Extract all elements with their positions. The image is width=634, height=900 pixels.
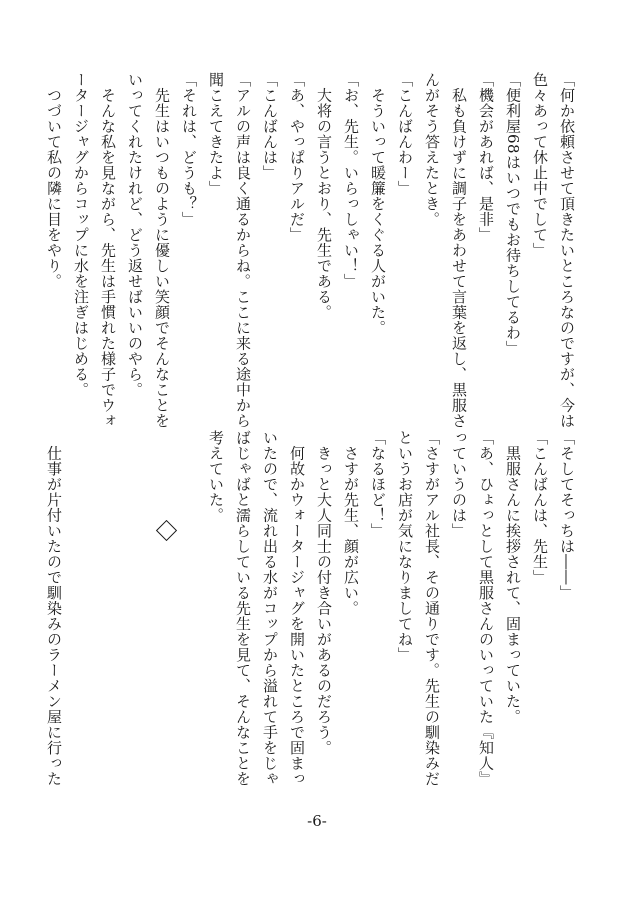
text-line: 私も負けずに調子をあわせて言葉を返し、黒服さ xyxy=(450,72,468,429)
text-line: 仕事が片付いたので馴染みのラーメン屋に行った xyxy=(45,430,63,787)
text-line: 何故かウォータージャグを開いたところで固まっ xyxy=(288,430,306,787)
diamond-divider-icon xyxy=(156,520,177,541)
text-line: いってくれたけれど、どう返せばいいのやら。 xyxy=(126,72,144,398)
text-line: いたので、流れ出る水がコップから溢れて手をじゃ xyxy=(261,430,279,787)
text-line: 「さすがアル社長、その通りです。先生の馴染みだ xyxy=(423,430,441,787)
text-line: 「機会があれば、是非」 xyxy=(477,72,495,243)
lower-text-block xyxy=(40,430,580,787)
upper-text-block xyxy=(40,72,580,429)
text-line: ータージャグからコップに水を注ぎはじめる。 xyxy=(72,72,90,398)
text-line: 「そしてそっちは――」 xyxy=(558,430,576,601)
text-line: というお店が気になりましてね」 xyxy=(396,430,414,663)
text-line: んがそう答えたとき。 xyxy=(423,72,441,227)
text-line: きっと大人同士の付き合いがあるのだろう。 xyxy=(315,430,333,756)
page-number: -6- xyxy=(307,812,327,830)
text-line: ばじゃばと濡らしている先生を見て、そんなことを xyxy=(234,430,252,787)
text-line: 色々あって休止中でして」 xyxy=(531,72,549,258)
text-line xyxy=(121,430,148,770)
text-line: 「アルの声は良く通るからね。ここに来る途中から xyxy=(234,72,252,429)
text-line: 「それは、どうも？」 xyxy=(180,72,198,227)
text-line: さすが先生、顔が広い。 xyxy=(342,430,360,616)
scene-divider xyxy=(156,520,176,540)
text-line: 「こんばんは、先生」 xyxy=(531,430,549,585)
text-line xyxy=(94,430,121,770)
text-line: 「こんばんわー」 xyxy=(396,72,414,196)
text-line: そんな私を見ながら、先生は手慣れた様子でウォ xyxy=(99,72,117,429)
text-line: 聞こえてきたよ」 xyxy=(207,72,225,196)
text-line: 黒服さんに挨拶されて、固まっていた。 xyxy=(504,430,522,725)
text-line: 考えていた。 xyxy=(207,430,225,523)
text-line: つづいて私の隣に目をやり。 xyxy=(45,72,63,289)
text-line: 先生はいつものように優しい笑顔でそんなことを xyxy=(153,72,171,429)
text-line: 「便利屋68はいつでもお待ちしてるわ」 xyxy=(504,72,522,356)
text-line: っていうのは」 xyxy=(450,430,468,539)
text-line: 「なるほど！」 xyxy=(369,430,387,539)
text-line: 「こんばんは」 xyxy=(261,72,279,181)
text-line: 「何か依頼させて頂きたいところなのですが、今は xyxy=(558,72,576,429)
text-line: 「お、先生。いらっしゃい！」 xyxy=(342,72,360,289)
text-line xyxy=(148,430,175,770)
text-line: 「あ、ひょっとして黒服さんのいっていた『知人』 xyxy=(477,430,495,787)
text-line: 大将の言うとおり、先生である。 xyxy=(315,72,333,320)
text-line xyxy=(67,430,94,770)
text-line: そういって暖簾をくぐる人がいた。 xyxy=(369,72,387,336)
text-line: 「あ、やっぱりアルだ」 xyxy=(288,72,306,243)
text-line xyxy=(175,430,202,770)
